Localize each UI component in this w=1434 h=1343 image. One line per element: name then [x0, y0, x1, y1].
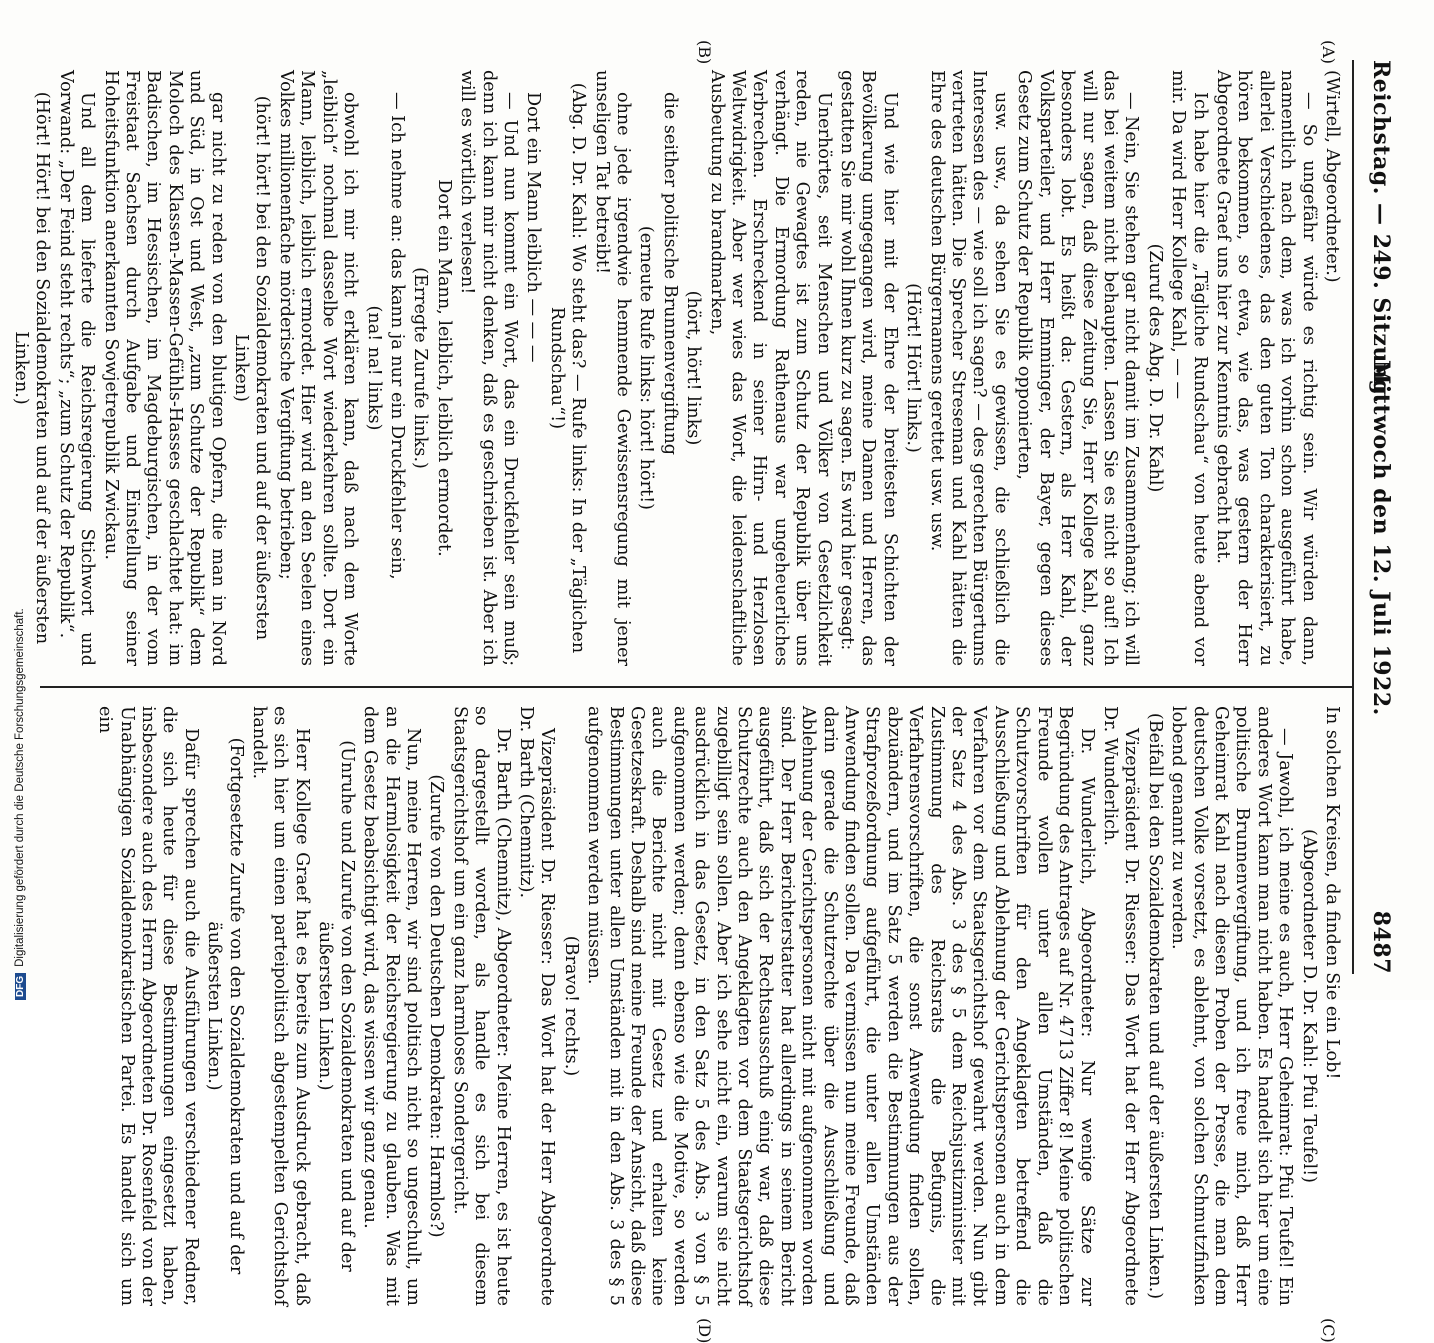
left-column-paragraph: (Abg. D. Dr. Kahl: Wo steht das? — Rufe links: In der „Täglichen Rundschau“!) [546, 82, 589, 654]
digitization-note [14, 0, 34, 1000]
left-column-paragraph: obwohl ich mir nicht erklären kann, daß nach dem Worte „leiblich“ nochmal dasselbe Wort wiederkehren sollte. Dort ein Mann, leiblich, leiblich ermordet. Hier wird an den Seelen eines Volkes millionenfache mörderische Vergiftung betrieben; [275, 70, 361, 666]
right-column [92, 706, 1342, 1306]
right-column-paragraph: Vizepräsident Dr. Riesser: Das Wort hat der Herr Abgeordnete Dr. Wunderlich. [1099, 706, 1142, 1306]
right-column-paragraph: Herr Kollege Graef hat es bereits zum Ausdruck gebracht, daß es sich hier um einen parteipolitisch abgestempelten Gerichtshof handelt. [249, 706, 312, 1306]
header-rule [1352, 60, 1354, 974]
right-column-paragraph: (Fortgesetzte Zurufe von den Sozialdemokraten und auf der äußersten Linken.) [204, 737, 246, 1275]
left-column-paragraph: Dort ein Mann, leiblich, leiblich ermordet. [433, 179, 454, 557]
left-column-paragraph: (Erregte Zurufe links.) [410, 267, 431, 469]
left-column-paragraph: — Nein, Sie stehen gar nicht damit im Zusammenhang; ich will das bei weitem nicht behaupten. Lassen Sie es nicht so auf! Ich will nur sagen, daß diese Zeitung Sie, Herr Kollege Kahl, ganz besonders lobt. Es heißt da: Gestern, als Herr Kahl, der Volksparteiler, und Herr Emminger, der Bayer, gegen dieses Gesetz zum Schutz der Republik opponierten, [1014, 70, 1142, 666]
left-column-paragraph: (na! na! links) [363, 305, 384, 431]
left-column-paragraph: (hört! hört! bei den Sozialdemokraten und auf der äußersten Linken) [231, 95, 273, 641]
left-column-paragraph: Unerhörtes, seit Menschen und Völker von Gesetzlichkeit reden, nie Gewagtes ist zum Schutz der Republik über uns verhängt. Die Ermordung Rathenaus war ungeheuerliches Verbrechen. Erschreckend in seiner Hirn- und Herzlosen Weltwidrigkeit. Aber wer wies das Wort, die leidenschaftliche Ausbeutung zu brandmarken, [706, 70, 834, 666]
left-column-paragraph: (Wirtell, Abgeordneter.) [1322, 70, 1342, 283]
left-column [8, 70, 1342, 666]
right-column-paragraph: Dr. Wunderlich, Abgeordneter: Nur wenige Sätze zur Begründung des Antrages auf Nr. 4713 Ziffer 8! Meine politischen Freunde wollen unter allen Umständen, daß die Schutzvorschriften für den Angeklagten betreffend die Ausschließung und Ablehnung der Gerichtspersonen auch in dem Verfahren vor dem Staatsgerichtshof gewahrt werden. Nun gibt der Satz 4 des Abs. 3 des § 5 dem Reichsjustizminister mit Zustimmung des Reichsrats die Befugnis, die Verfahrensvorschriften, die sonst Anwendung finden sollen, abzuändern, und im Satz 5 werden die Bestimmungen aus der Strafprozeßordnung aufgeführt, die unter allen Umständen Anwendung finden sollen. Da vermissen nun meine Freunde, daß darin gerade die Schutzrechte über die Ausschließung und Ablehnung der Gerichtspersonen nicht mit aufgenommen worden sind. Der Herr Berichterstatter hat allerdings in seinem Bericht ausgeführt, daß sich der Rechtsausschuß einig war, daß diese Schutzrechte auch den Angeklagten vor dem Staatsgerichtshof zugebilligt sein sollen. Aber ich sehe nicht ein, warum sie nicht ausdrücklich in das Gesetz, in den Satz 5 des Abs. 3 von § 5 aufgenommen werden; denn ebenso wie die Motive, so werden auch die Berichte nicht mit Gesetz und erhalten keine Gesetzeskraft. Deshalb sind meine Freunde der Ansicht, daß diese Bestimmungen unter allen Umständen mit in den Abs. 3 des § 5 aufgenommen werden müssen. [584, 706, 1097, 1306]
left-column-paragraph: (Hört! Hört! bei den Sozialdemokraten und auf der äußersten Linken.) [11, 91, 53, 645]
right-column-paragraph: Dr. Barth (Chemnitz), Abgeordneter: Meine Herren, es ist heute so dargestellt worden, als handle es sich bei diesem Staatsgerichtshof um ein ganz harmloses Sondergericht. [449, 706, 513, 1306]
right-column-paragraph: — Jawohl, ich meine es auch, Herr Geheimrat: Pfui Teufel! Ein anderes Wort kann man nicht haben. Es handelt sich hier um eine politische Brunnenvergiftung, und ich freue mich, daß Herr Geheimrat Kahl nach diesen Proben der Presse, die man dem deutschen Volke vorsetzt, es ablehnt, von solchen Schmutzfinken lobend genannt zu werden. [1168, 706, 1296, 1306]
left-column-paragraph: Und all dem lieferte die Reichsregierung Stichwort und Vorwand: „Der Feind steht rechts“; „zum Schutz der Republik“. [55, 70, 98, 666]
margin-marker-a: (A) [1319, 40, 1338, 65]
right-column-paragraph: (Bravo! rechts.) [560, 935, 581, 1077]
left-column-paragraph: Dort ein Mann leiblich — — — [523, 92, 544, 363]
right-column-paragraph: In solchen Kreisen, da finden Sie ein Lob! [1322, 706, 1342, 1080]
right-column-paragraph: (Beifall bei den Sozialdemokraten und auf der äußersten Linken.) [1144, 712, 1165, 1300]
header-date: Mittwoch den 12. Juli 1922. [1368, 360, 1394, 716]
left-column-paragraph: (Hört! Hört! links.) [903, 283, 924, 453]
left-column-paragraph: — So ungefähr würde es richtig sein. Wir würden dann, namentlich nach dem, was ich vorhin schon ausgeführt habe, allerlei Verschiedenes, das den guten Ton charakterisiert, zu hören bekommen, so etwa, wie das, was gestern der Herr Abgeordnete Graef uns hier zur Kenntnis gebracht hat. [1212, 70, 1319, 666]
left-column-paragraph: ohne jede irgendwie hemmende Gewissensregung mit jener unseligen Tat betreibt! [591, 70, 633, 666]
page-number: 8487 [1368, 910, 1394, 974]
column-divider [40, 686, 1352, 688]
margin-marker-d: (D) [695, 1318, 714, 1343]
right-column-paragraph: Dafür sprechen auch die Ausführungen verschiedener Redner, die sich heute für diese Bestimmungen eingesetzt haben, insbesondere auch des Herrn Abgeordneten Dr. Rosenfeld von der Unabhängigen Sozialdemokratischen Partei. Es handelt sich um ein [95, 706, 201, 1306]
right-column-paragraph: (Abgeordneter D. Dr. Kahl: Pfui Teufel!) [1298, 828, 1319, 1184]
left-column-paragraph: Und wie hier mit der Ehre der breitesten Schichten der Bevölkerung umgegangen wird, meine Damen und Herren, das gestatten Sie mir wohl Ihnen kurz zu sagen. Es wird hier gesagt: [837, 70, 900, 666]
left-column-paragraph: usw. usw., da sehen Sie es gewissen, die schließlich die Interessen des — wie soll ich sagen? — des gerechten Bürgertums vertreten hätten. Die Sprecher Streseman und Kahl hätten die Ehre des deutschen Bürgernamens gerettet usw. usw. [926, 70, 1011, 666]
left-column-paragraph: (Zuruf des Abg. D. Dr. Kahl) [1144, 243, 1165, 493]
left-column-paragraph: — Und nun kommt ein Wort, das ein Druckfehler sein muß; denn ich kann mir nicht denken, daß es geschrieben ist. Aber ich will es wörtlich verlesen! [457, 70, 520, 666]
left-column-paragraph: — Ich nehme an: das kann ja nur ein Druckfehler sein, [386, 92, 407, 580]
left-column-paragraph: (erneute Rufe links: hört! hört!) [636, 225, 657, 511]
right-column-paragraph: (Zurufe von den Deutschen Demokraten: Harmlos?) [426, 774, 447, 1238]
header-left: Reichstag. — 249. Sitzung. [1368, 60, 1394, 404]
left-column-paragraph: Ich habe hier die „Tägliche Rundschau“ von heute abend vor mir. Da wird Herr Kollege Kahl, — — [1168, 70, 1210, 666]
dfg-logo: DFG [15, 973, 26, 1000]
right-column-paragraph: (Unruhe und Zurufe von den Sozialdemokraten und auf der äußersten Linken.) [315, 740, 357, 1272]
page-header [1354, 60, 1394, 974]
digitization-text: Digitalisierung gefördert durch die Deutsche Forschungsgemeinschaft. [14, 608, 26, 967]
margin-marker-c: (C) [1319, 1318, 1338, 1343]
left-column-paragraph: gar nicht zu reden von den blutigen Opfern, die man in Nord und Süd, in Ost und West, „zum Schutze der Republik“ dem Moloch des Klassen-Massen-Gefühls-Hasses geschlachtet hat: im Badischen, im Hessischen, im Magdeburgischen, in der vom Freistaat Sachsen durch Aufgabe und Einstellung seiner Hoheitsfunktion anerkannten Sowjetrepublik Zwickau. [100, 70, 228, 666]
left-column-paragraph: (hört, hört! links) [683, 290, 704, 446]
left-column-paragraph: die seither politische Brunnenvergiftung [659, 92, 680, 456]
right-column-paragraph: Nun, meine Herren, wir sind politisch nicht so ungeschult, um an die Harmlosigkeit der Reichsregierung zu glauben. Was mit dem Gesetz beabsichtigt wird, das wissen wir ganz genau. [360, 706, 423, 1306]
right-column-paragraph: Vizepräsident Dr. Riesser: Das Wort hat der Herr Abgeordnete Dr. Barth (Chemnitz). [515, 706, 558, 1306]
margin-marker-b: (B) [695, 40, 714, 65]
